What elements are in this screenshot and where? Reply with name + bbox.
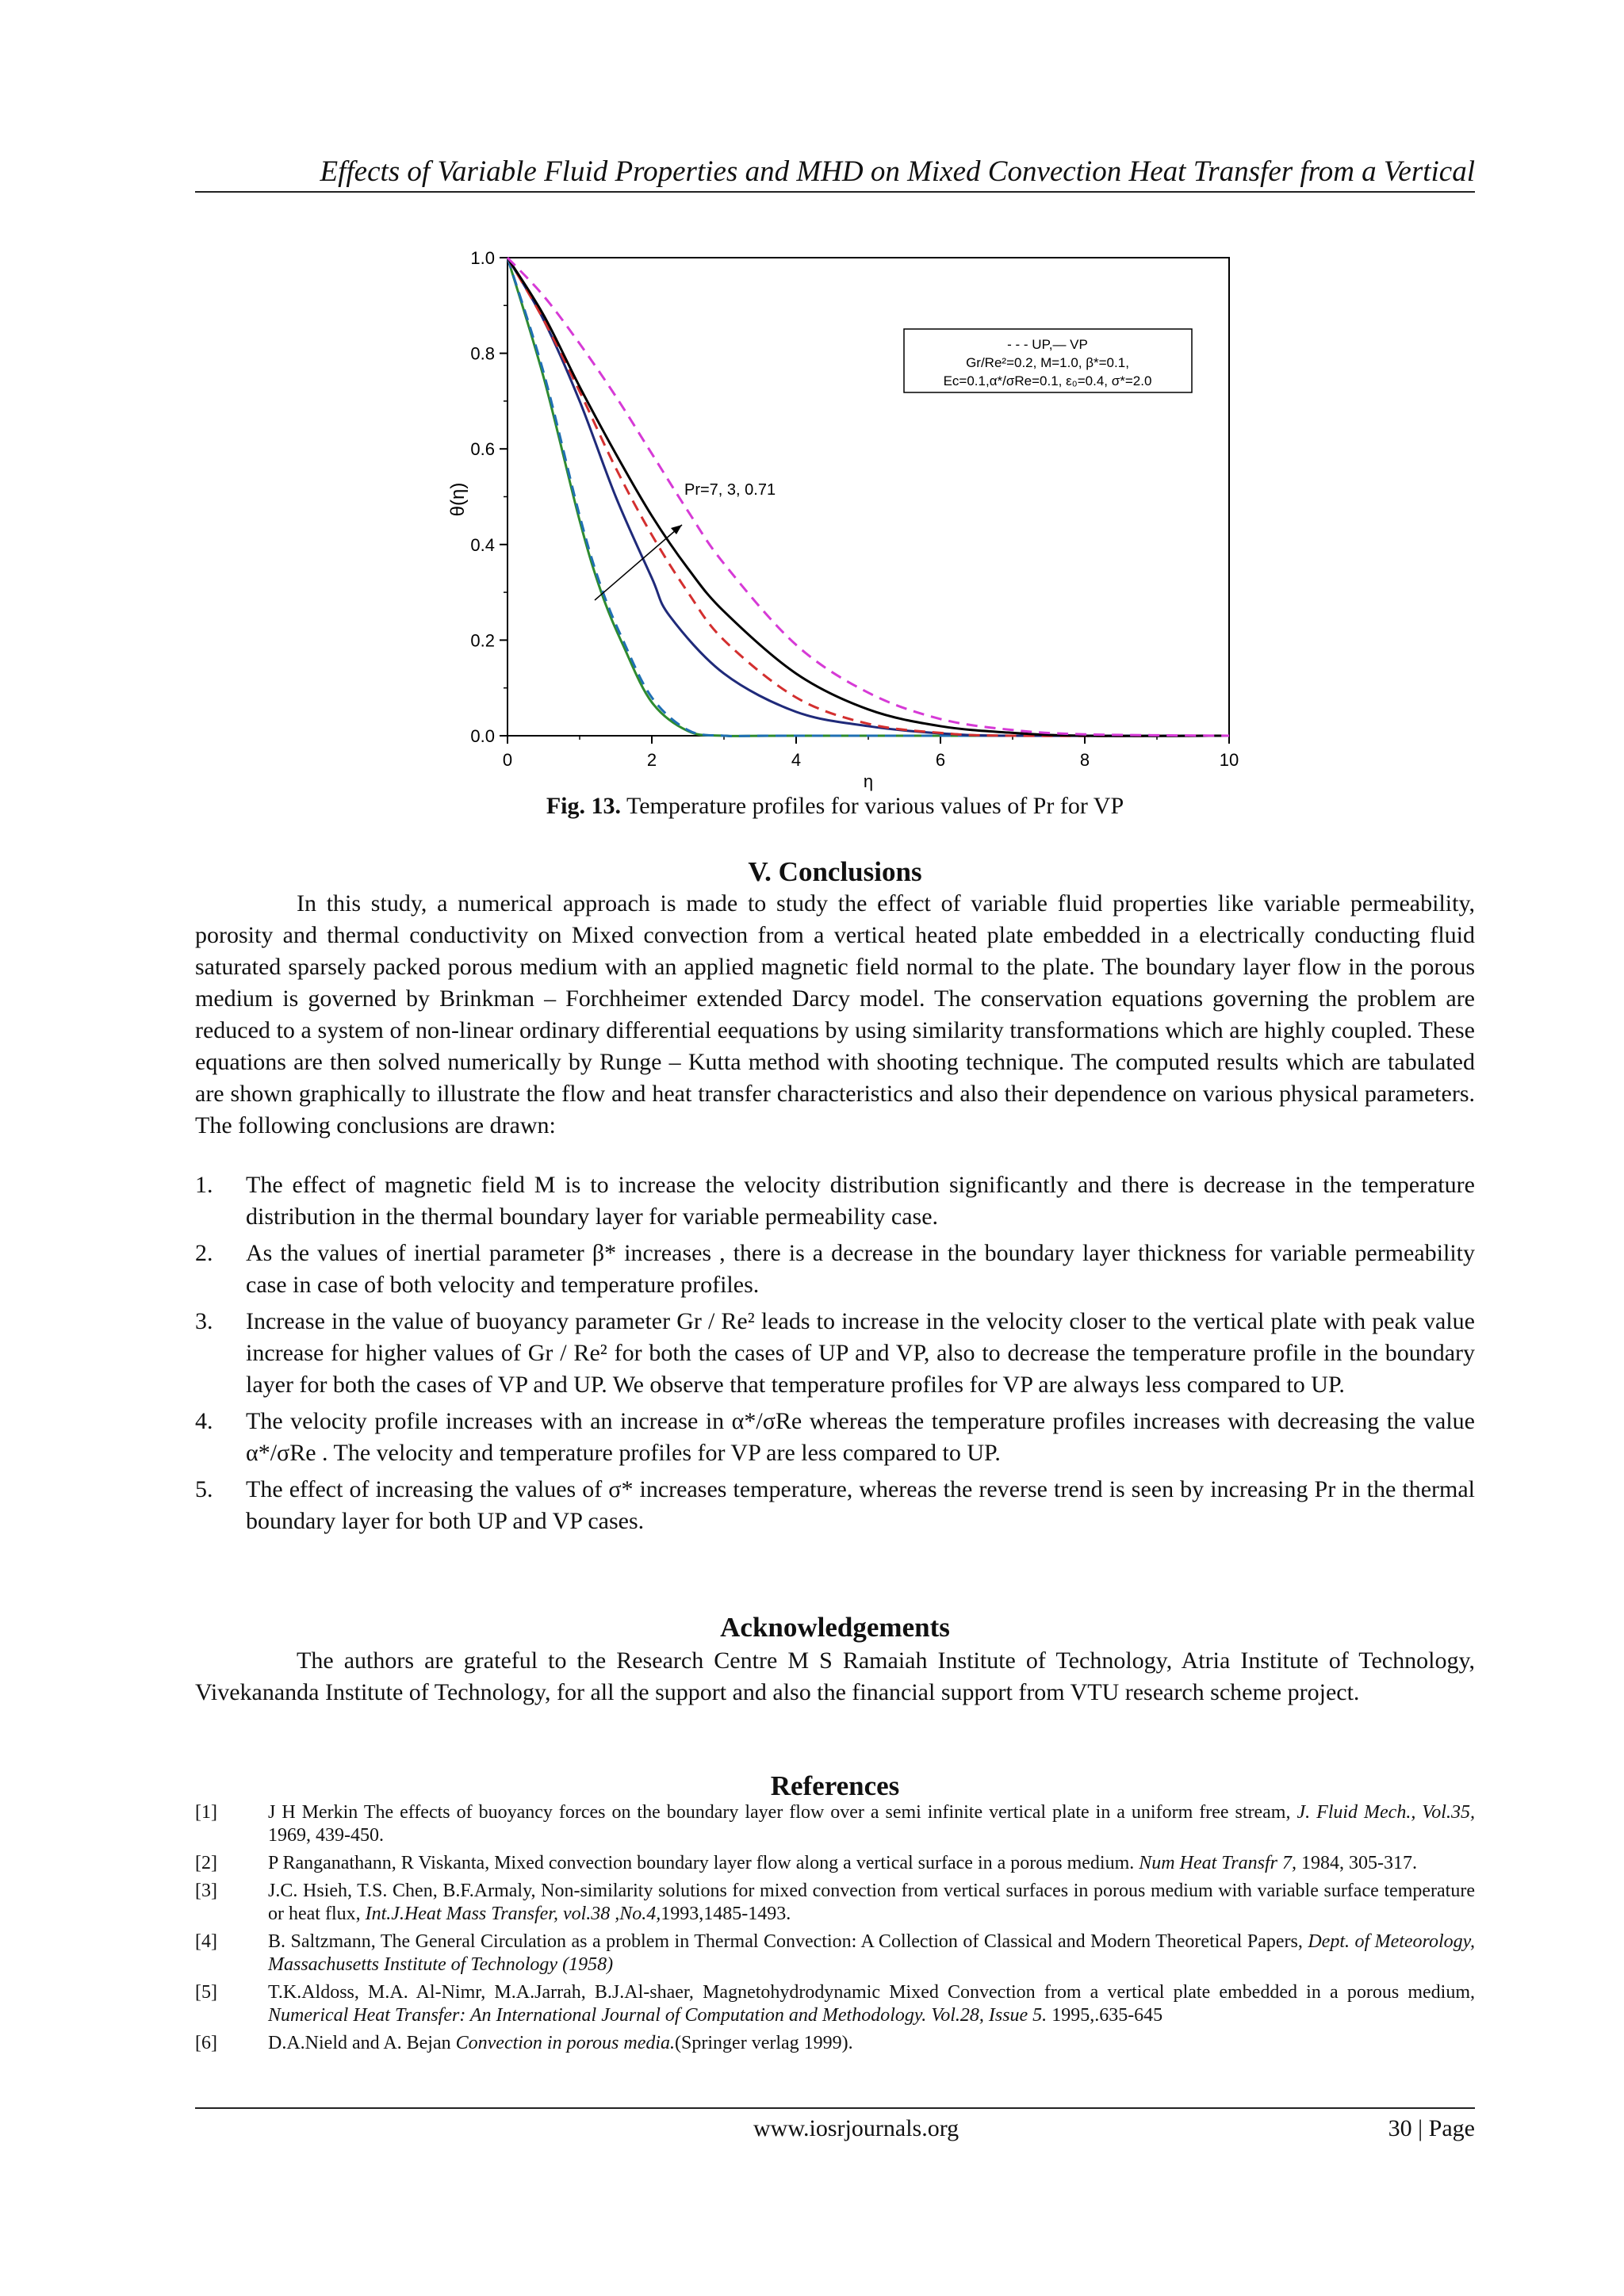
reference-text: P Ranganathann, R Viskanta, Mixed convection boundary layer flow along a vertical surface in a porous medium. <box>268 1853 1139 1873</box>
conclusion-text: The velocity profile increases with an increase in α*/σRe whereas the temperature profiles increases with decreasing the value α*/σRe . The velocity and temperature profiles for VP are less compared to UP. <box>246 1408 1475 1466</box>
legend-line-3: Ec=0.1,α*/σRe=0.1, ε₀=0.4, σ*=2.0 <box>943 373 1152 388</box>
conclusions-heading: V. Conclusions <box>748 856 922 887</box>
legend <box>904 329 1192 392</box>
reference-source: Numerical Heat Transfer: An International Journal of Computation and Methodology. Vol.28, Issue 5. <box>268 2005 1048 2026</box>
y-tick-label: 0.6 <box>470 439 495 460</box>
x-tick-label: 10 <box>1219 750 1239 770</box>
reference-source: Num Heat Transfr 7, <box>1139 1853 1297 1873</box>
acknowledgements-heading: Acknowledgements <box>720 1612 950 1643</box>
y-tick-label: 0.4 <box>470 534 495 555</box>
figure-caption-text: Temperature profiles for various values of Pr for VP <box>621 793 1124 819</box>
reference-tail: 1993,1485-1493. <box>661 1904 791 1924</box>
reference-text: J.C. Hsieh, T.S. Chen, B.F.Armaly, Non-similarity solutions for mixed convection from vertical surfaces in porous medium with variable surface temperature or heat flux, <box>268 1881 1475 1924</box>
reference-item <box>195 1880 1475 1926</box>
reference-text: J H Merkin The effects of buoyancy forces on the boundary layer flow over a semi infinite vertical plate in a uniform free stream, <box>268 1802 1297 1823</box>
footer-rule <box>195 2107 1475 2109</box>
reference-tail: 1995,.635-645 <box>1047 2005 1163 2026</box>
reference-source: Convection in porous media. <box>455 2033 676 2053</box>
temperature-profile-chart <box>412 242 1253 805</box>
conclusions-intro-text: In this study, a numerical approach is made to study the effect of variable fluid properties like variable permeability, porosity and thermal conductivity on Mixed convection from a vertical heated plate embedded in a electrically conducting fluid saturated sparsely packed porous medium with an applied magnetic field normal to the plate. The boundary layer flow in the porous medium is governed by Brinkman – Forchheimer extended Darcy model. The conservation equations governing the problem are reduced to a system of non-linear ordinary differential eequations by using similarity transformations which are highly coupled. These equations are then solved numerically by Runge – Kutta method with shooting technique. The computed results which are tabulated are shown graphically to illustrate the flow and heat transfer characteristics and also their dependence on various physical parameters. The following conclusions are drawn: <box>195 890 1475 1138</box>
reference-number: [5] <box>195 1982 217 2003</box>
figure-13 <box>412 242 1253 805</box>
reference-text: B. Saltzmann, The General Circulation as a problem in Thermal Convection: A Collection of Classical and Modern Theoretical Papers, <box>268 1931 1308 1952</box>
y-tick-label: 1.0 <box>470 248 495 268</box>
footer-page-number: 30 | Page <box>1388 2115 1475 2141</box>
reference-tail: 1969, 439-450. <box>268 1825 384 1846</box>
reference-text: D.A.Nield and A. Bejan <box>268 2033 456 2053</box>
conclusion-number: 2. <box>195 1240 213 1266</box>
conclusion-item <box>195 1238 1475 1301</box>
y-tick-label: 0.2 <box>470 630 495 651</box>
reference-number: [6] <box>195 2033 217 2053</box>
conclusion-item <box>195 1474 1475 1537</box>
conclusion-item <box>195 1406 1475 1469</box>
x-axis-ticks <box>503 736 1239 770</box>
conclusion-number: 4. <box>195 1408 213 1434</box>
footer-url: www.iosrjournals.org <box>753 2115 959 2141</box>
reference-number: [4] <box>195 1931 217 1952</box>
x-tick-label: 2 <box>646 750 657 770</box>
legend-line-2: Gr/Re²=0.2, M=1.0, β*=0.1, <box>966 355 1129 370</box>
x-tick-label: 4 <box>791 750 802 770</box>
conclusions-list <box>195 1169 1475 1542</box>
figure-caption <box>195 793 1475 820</box>
x-tick-label: 0 <box>502 750 513 770</box>
reference-item <box>195 2032 1475 2055</box>
figure-caption-label: Fig. 13. <box>546 793 622 819</box>
reference-source: J. Fluid Mech., Vol.35, <box>1297 1802 1475 1823</box>
conclusion-number: 3. <box>195 1308 213 1334</box>
running-head: Effects of Variable Fluid Properties and MHD on Mixed Convection Heat Transfer from a Vertical <box>320 155 1475 188</box>
acknowledgements-body <box>195 1645 1475 1709</box>
x-tick-label: 6 <box>935 750 946 770</box>
reference-number: [3] <box>195 1881 217 1901</box>
header-rule <box>195 191 1475 193</box>
reference-item <box>195 1981 1475 2027</box>
y-tick-label: 0.0 <box>470 726 495 746</box>
reference-source: Dept. of Meteorology, Massachusetts Institute of Technology (1958) <box>268 1931 1476 1975</box>
reference-source: Int.J.Heat Mass Transfer, vol.38 ,No.4, <box>365 1904 661 1924</box>
conclusion-text: The effect of magnetic field M is to increase the velocity distribution significantly and there is decrease in the temperature distribution in the thermal boundary layer for variable permeability case. <box>246 1172 1475 1230</box>
conclusion-number: 5. <box>195 1476 213 1502</box>
y-axis-label: θ(η) <box>447 482 469 517</box>
conclusions-intro <box>195 888 1475 1142</box>
reference-item <box>195 1852 1475 1875</box>
reference-item <box>195 1931 1475 1976</box>
references-heading: References <box>770 1770 900 1801</box>
conclusion-item <box>195 1306 1475 1401</box>
reference-tail: (Springer verlag 1999). <box>675 2033 853 2053</box>
legend-line-1: - - - UP,— VP <box>1007 337 1088 352</box>
references-list <box>195 1801 1475 2060</box>
conclusion-text: Increase in the value of buoyancy parameter Gr / Re² leads to increase in the velocity closer to the vertical plate with peak value increase for higher values of Gr / Re² for both the cases of UP and VP, also to decrease the temperature profile in the boundary layer for both the cases of VP and UP. We observe that temperature profiles for VP are always less compared to UP. <box>246 1308 1475 1398</box>
reference-number: [2] <box>195 1853 217 1873</box>
annotation-text: Pr=7, 3, 0.71 <box>684 481 776 499</box>
x-tick-label: 8 <box>1079 750 1090 770</box>
reference-tail: 1984, 305-317. <box>1296 1853 1417 1873</box>
reference-text: T.K.Aldoss, M.A. Al-Nimr, M.A.Jarrah, B.J.Al-shaer, Magnetohydrodynamic Mixed Convection from a vertical plate embedded in a porous medium, <box>268 1982 1475 2003</box>
x-axis-label: η <box>863 771 874 791</box>
conclusion-text: As the values of inertial parameter β* increases , there is a decrease in the boundary layer thickness for variable permeability case in case of both velocity and temperature profiles. <box>246 1240 1475 1298</box>
conclusion-number: 1. <box>195 1172 213 1198</box>
acknowledgements-text: The authors are grateful to the Research Centre M S Ramaiah Institute of Technology, Atria Institute of Technology, Vivekananda Institute of Technology, for all the support and also the financial support from VTU research scheme project. <box>195 1647 1475 1705</box>
conclusion-item <box>195 1169 1475 1233</box>
conclusion-text: The effect of increasing the values of σ* increases temperature, whereas the reverse trend is seen by increasing Pr in the thermal boundary layer for both UP and VP cases. <box>246 1476 1475 1534</box>
y-tick-label: 0.8 <box>470 343 495 364</box>
reference-number: [1] <box>195 1802 217 1823</box>
reference-item <box>195 1801 1475 1847</box>
y-axis-ticks <box>470 248 508 746</box>
